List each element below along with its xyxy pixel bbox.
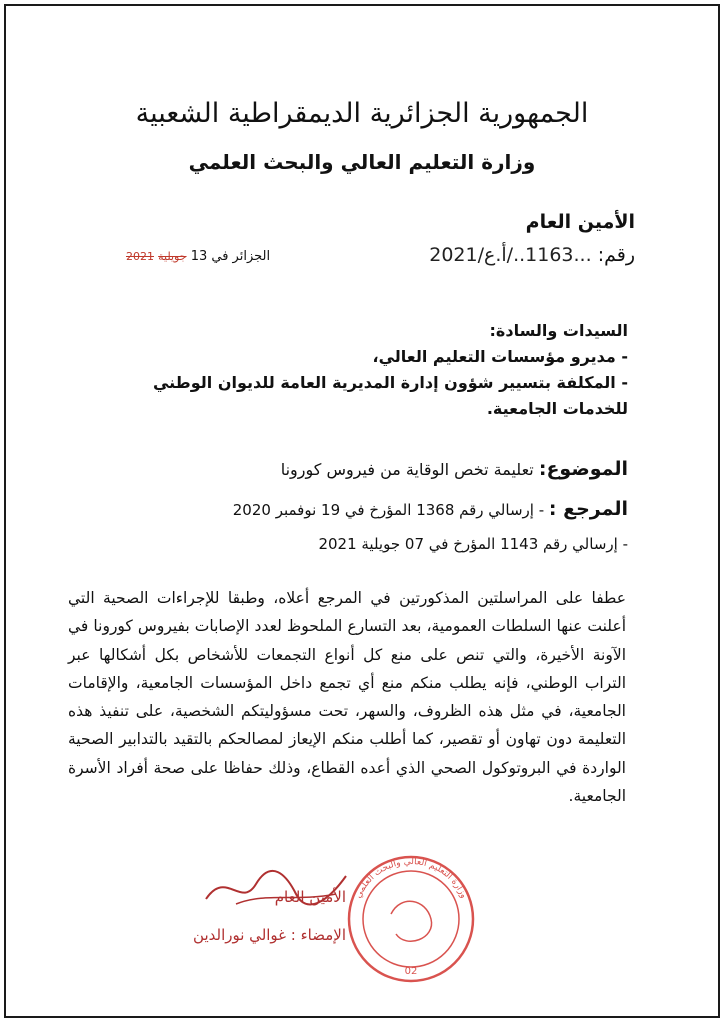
ministry-header: وزارة التعليم العالي والبحث العلمي	[188, 150, 536, 174]
signature-block	[156, 878, 346, 954]
official-stamp	[336, 854, 486, 984]
subject-label: الموضوع:	[538, 458, 628, 480]
date-place: الجزائر في	[211, 249, 271, 264]
date-year: 2021	[126, 250, 154, 263]
addressee-item: - المكلفة بتسيير شؤون إدارة المديرية العامة للديوان الوطني	[152, 373, 628, 392]
signature-title: الأمين العام	[274, 888, 346, 906]
letter-body: عطفا على المراسلتين المذكورتين في المرجع أعلاه، وطبقا للإجراءات الصحية التي أعلنت عنها السلطات العمومية، بعد التسارع الملحوظ لعدد الإصابات بفيروس كورونا في الآونة الأخيرة، والتي تنص على منع كل أنواع التجمعات للأشخاص بكل أشكالها عبر التراب الوطني، فإنه يطلب منكم منع أي تجمع داخل المؤسسات الجامعية، والإقامات الجامعية، في مثل هذه الظروف، والسهر، تحت مسؤوليتكم الشخصية، على تنفيذ هذه التعليمة دون تهاون أو تقصير، كما أطلب منكم الإيعاز لمصالحكم بالتقيد بالتدابير الصحية الواردة في البروتوكول الصحي الذي أعده القطاع، وذلك حفاظا على صحة أفراد الأسرة الجامعية.	[68, 589, 626, 806]
references-block	[28, 492, 628, 561]
reference-item: - إرسالي رقم 1143 المؤرخ في 07 جويلية 2021	[318, 535, 628, 553]
republic-header: الجمهورية الجزائرية الديمقراطية الشعبية	[135, 98, 589, 129]
reference-label: رقم:	[597, 244, 635, 266]
addressee-item: للخدمات الجامعية.	[486, 399, 628, 418]
date-day: 13	[190, 249, 208, 264]
subject-line	[28, 458, 628, 480]
letter-page	[4, 4, 720, 1018]
stamp-text: وزارة التعليم العالي والبحث العلمي	[353, 856, 469, 900]
date-month: جويلية	[158, 250, 187, 263]
addressee-item: - مديرو مؤسسات التعليم العالي،	[372, 347, 628, 366]
references-label: المرجع :	[548, 498, 628, 520]
letter-date	[126, 249, 270, 264]
addressees-heading: السيدات والسادة:	[489, 321, 628, 340]
signature-name: الإمضاء : غوالي نورالدين	[193, 926, 346, 944]
reference-item: - إرسالي رقم 1368 المؤرخ في 19 نوفمبر 2020	[232, 501, 545, 519]
sender-title: الأمين العام	[525, 211, 635, 233]
stamp-number: 02	[404, 966, 418, 977]
reference-number	[429, 244, 635, 266]
subject-text: تعليمة تخص الوقاية من فيروس كورونا	[280, 460, 534, 479]
reference-value: ...1163../أ.ع/2021	[429, 244, 592, 266]
addressees-block	[28, 318, 628, 422]
